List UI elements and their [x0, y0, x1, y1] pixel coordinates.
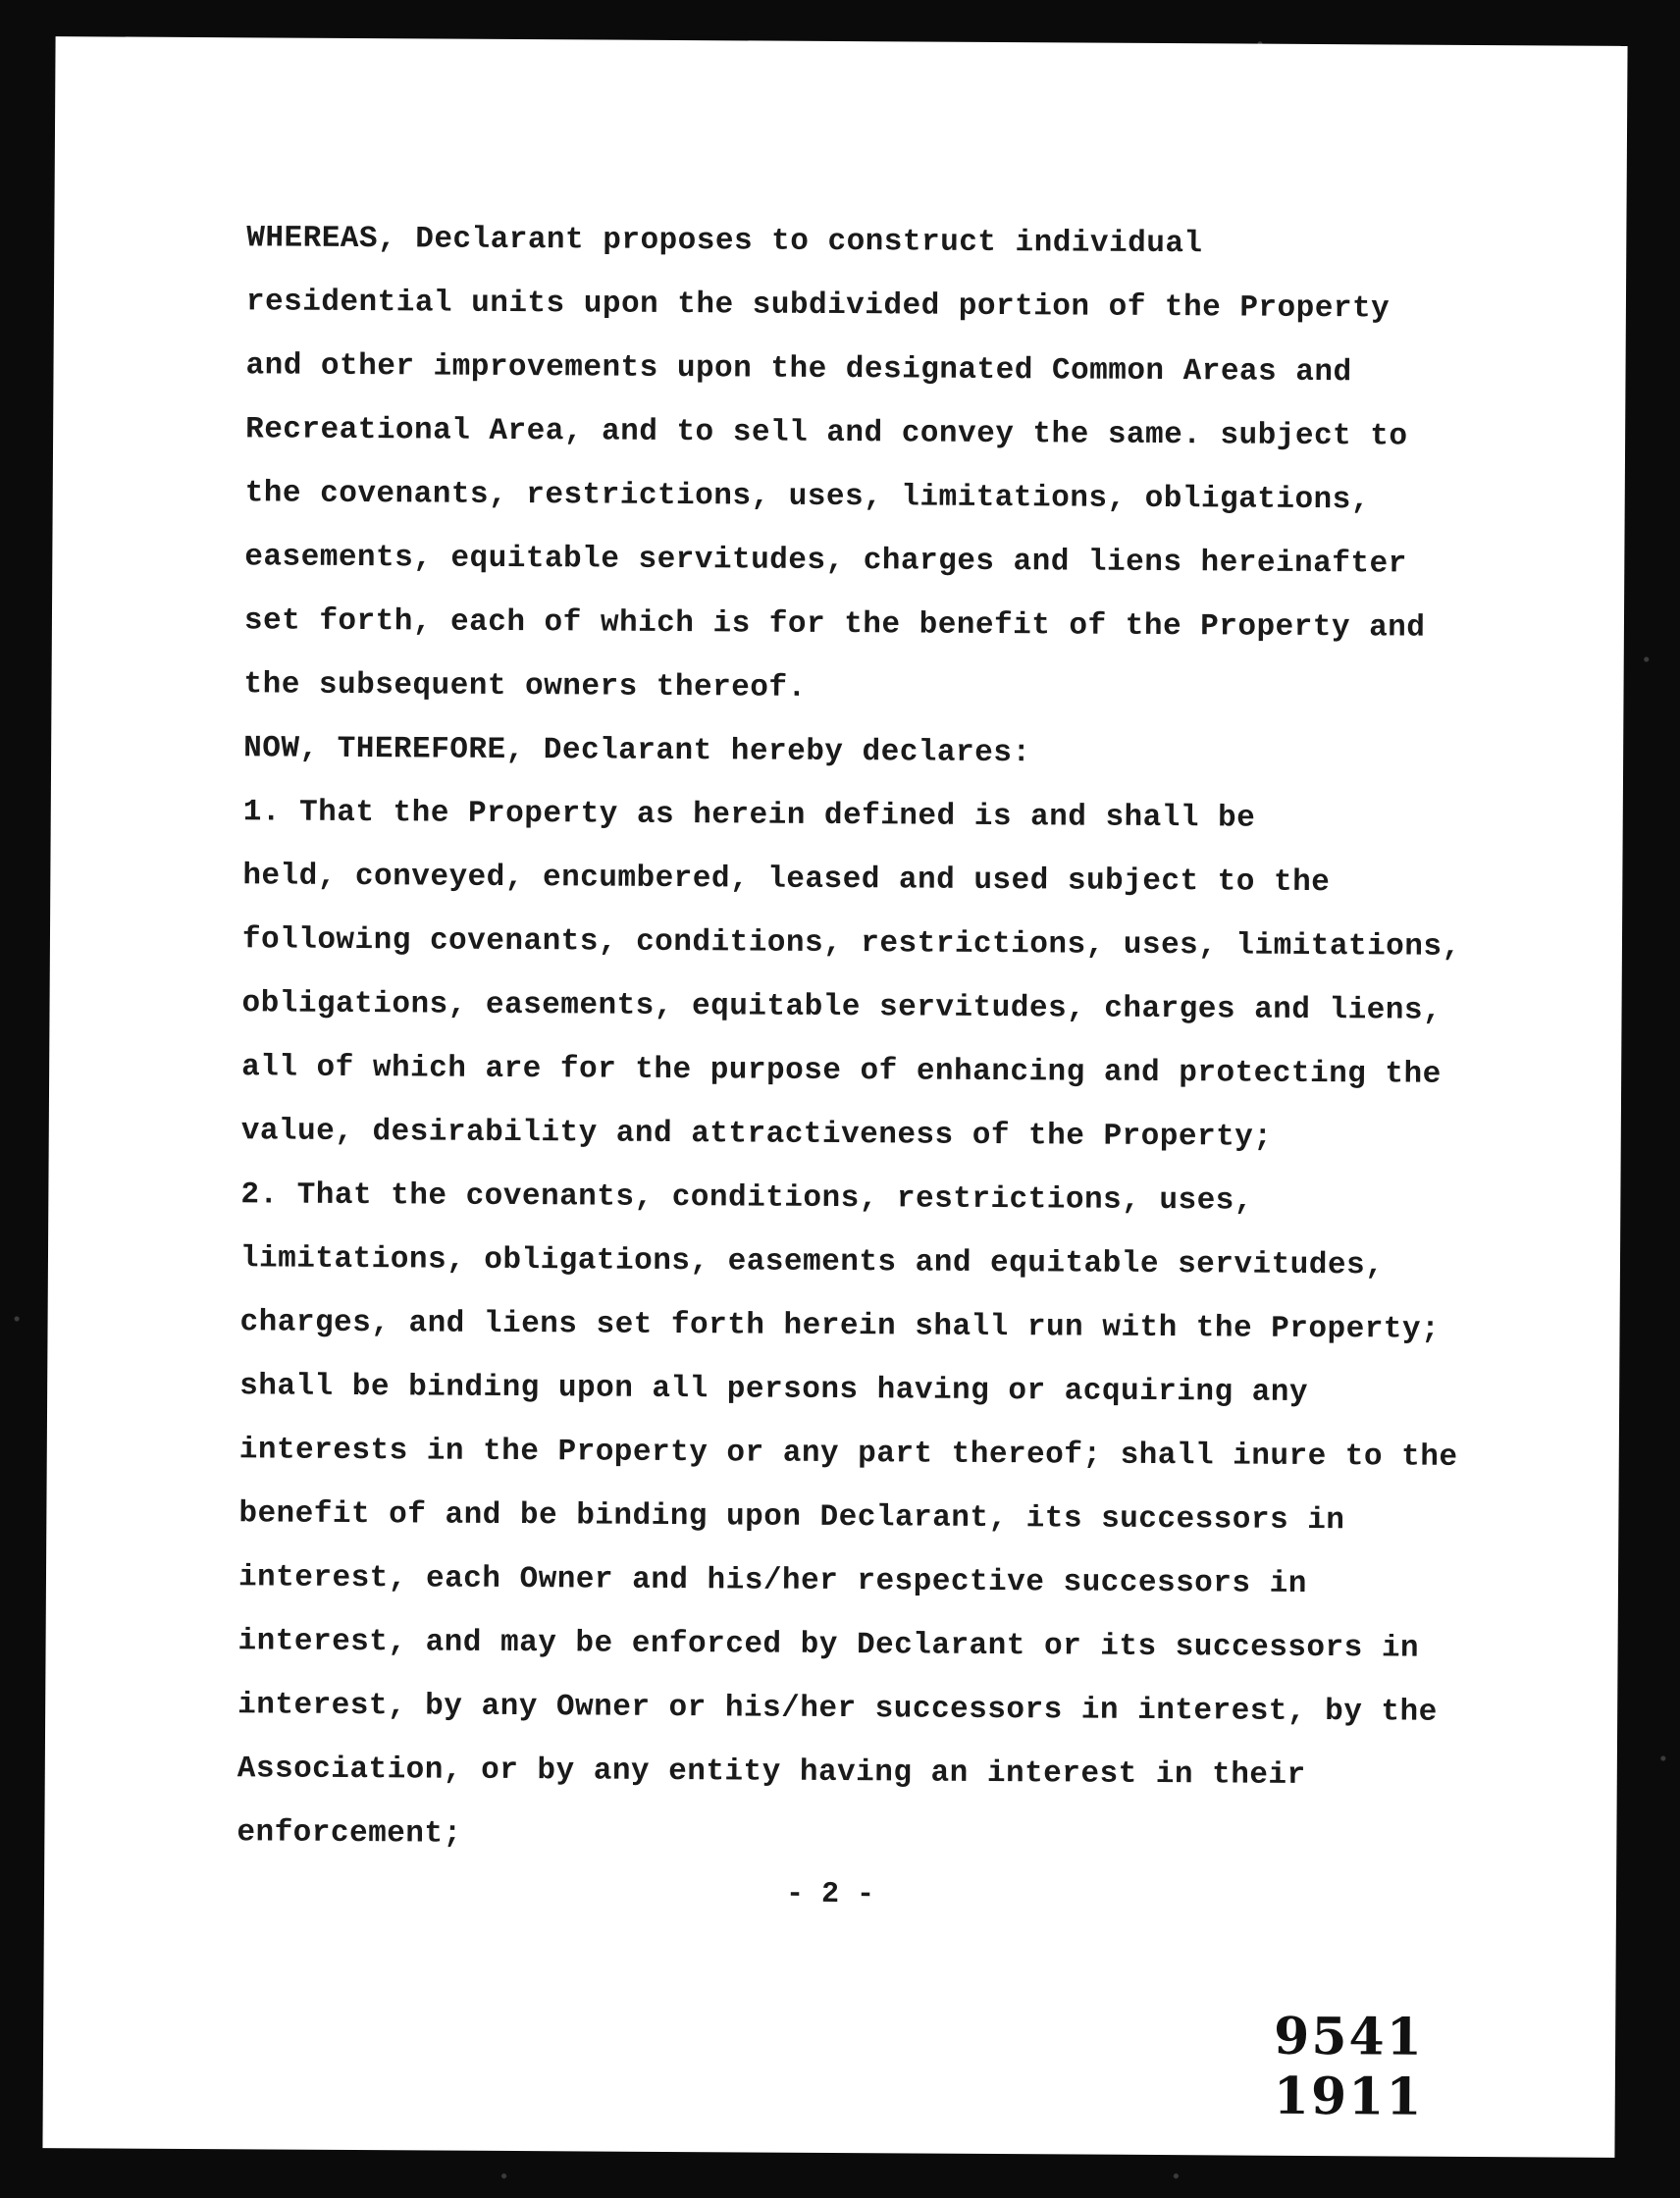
text-line: NOW, THEREFORE, Declarant hereby declares:	[243, 731, 1031, 771]
text-line: 1. That the Property as herein defined is and shall be	[242, 795, 1256, 836]
text-line: WHEREAS, Declarant proposes to construct individual	[246, 221, 1203, 262]
text-line: the subsequent owners thereof.	[243, 667, 807, 706]
text-line: set forth, each of which is for the benefit of the Property and	[243, 603, 1426, 646]
text-line: shall be binding upon all persons having or acquiring any	[239, 1369, 1309, 1410]
text-line: and other improvements upon the designated Common Areas and	[245, 348, 1352, 391]
text-line: interest, by any Owner or his/her successors in interest, by the	[237, 1688, 1438, 1730]
document-id-stamp: 9541 1911	[1273, 2006, 1425, 2127]
text-line: charges, and liens set forth herein shall run with the Property;	[239, 1305, 1441, 1347]
text-line: held, conveyed, encumbered, leased and used subject to the	[242, 859, 1331, 901]
text-line: residential units upon the subdivided portion of the Property	[245, 285, 1391, 327]
text-line: following covenants, conditions, restrictions, uses, limitations,	[241, 922, 1461, 965]
text-line: limitations, obligations, easements and equitable servitudes,	[239, 1241, 1385, 1283]
text-line: interest, each Owner and his/her respective successors in	[237, 1560, 1307, 1601]
page-number: - 2 -	[785, 1877, 875, 1912]
text-line: benefit of and be binding upon Declarant, its successors in	[238, 1496, 1345, 1539]
text-line: easements, equitable servitudes, charges and liens hereinafter	[244, 540, 1407, 582]
text-line: the covenants, restrictions, uses, limitations, obligations,	[244, 476, 1371, 518]
text-line: enforcement;	[236, 1815, 462, 1852]
text-line: 2. That the covenants, conditions, restrictions, uses,	[240, 1178, 1254, 1219]
text-line: value, desirability and attractiveness of the Property;	[240, 1114, 1273, 1155]
text-line: all of which are for the purpose of enhancing and protecting the	[241, 1050, 1442, 1092]
text-line: Association, or by any entity having an interest in their	[236, 1752, 1306, 1793]
document-page	[42, 36, 1627, 2158]
text-line: obligations, easements, equitable servitudes, charges and liens,	[241, 986, 1443, 1028]
document-body	[236, 206, 1522, 1872]
text-line: Recreational Area, and to sell and convey the same. subject to	[245, 412, 1408, 454]
text-line: interest, and may be enforced by Declarant or its successors in	[237, 1624, 1420, 1666]
text-line: interests in the Property or any part thereof; shall inure to the	[238, 1433, 1458, 1475]
